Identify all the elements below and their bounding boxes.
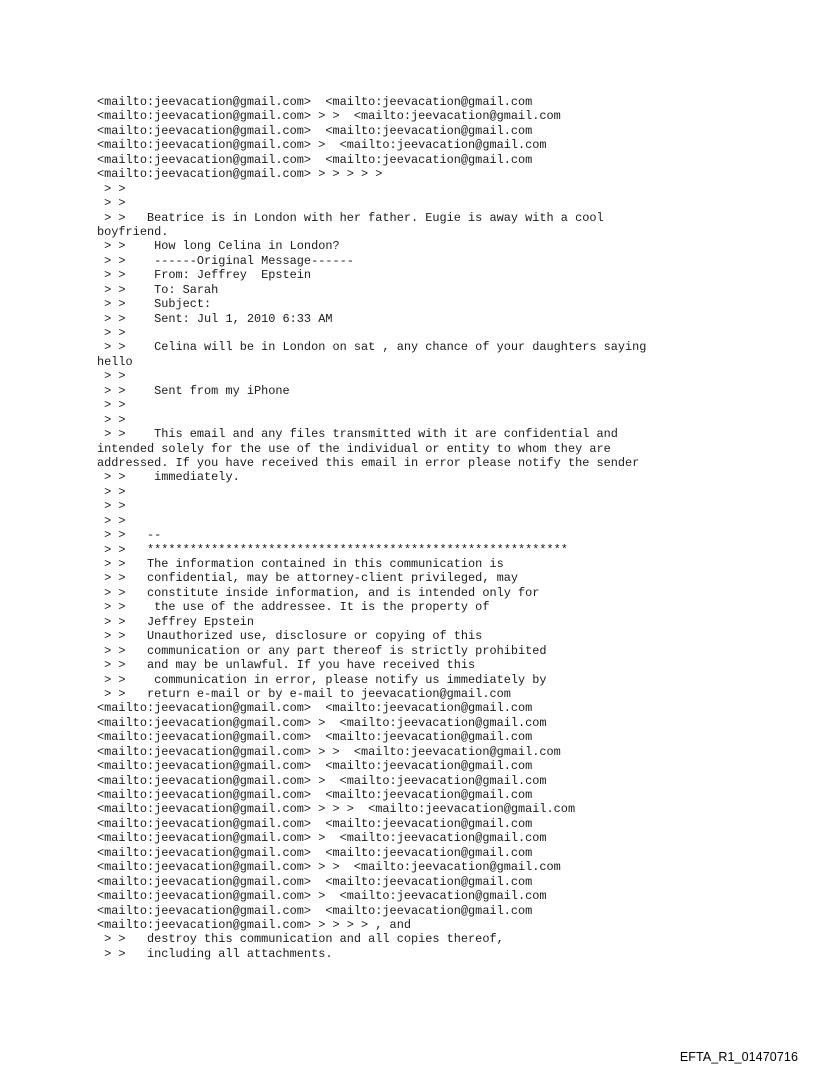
email-line: > > including all attachments.	[97, 946, 333, 961]
email-line: > >	[97, 181, 126, 196]
email-line: > > How long Celina in London?	[97, 239, 340, 254]
document-id-stamp: EFTA_R1_01470716	[679, 1050, 798, 1064]
email-line: > > return e-mail or by e-mail to jeevacation@gmail.com	[97, 686, 511, 701]
email-line: > > Celina will be in London on sat , any chance of your daughters saying	[97, 340, 647, 355]
email-line: <mailto:jeevacation@gmail.com> > <mailto:jeevacation@gmail.com	[97, 715, 547, 730]
email-line: intended solely for the use of the individual or entity to whom they are	[97, 441, 611, 456]
email-line: > > --	[97, 528, 162, 543]
email-line: > > Sent from my iPhone	[97, 383, 290, 398]
email-line: > > and may be unlawful. If you have received this	[97, 658, 476, 673]
email-line: > >	[97, 326, 126, 340]
email-line: <mailto:jeevacation@gmail.com> <mailto:jeevacation@gmail.com	[97, 701, 533, 716]
email-line: > > To: Sarah	[97, 282, 219, 297]
email-line: <mailto:jeevacation@gmail.com> <mailto:jeevacation@gmail.com	[97, 152, 533, 167]
email-line: <mailto:jeevacation@gmail.com> > <mailto:jeevacation@gmail.com	[97, 138, 547, 153]
email-line: <mailto:jeevacation@gmail.com> <mailto:jeevacation@gmail.com	[97, 903, 533, 918]
email-line: > > ***********************************************************	[97, 542, 568, 557]
email-line: > > the use of the addressee. It is the property of	[97, 600, 490, 615]
email-line: > >	[97, 513, 126, 528]
email-line: <mailto:jeevacation@gmail.com> <mailto:jeevacation@gmail.com	[97, 95, 533, 109]
email-line: > > Beatrice is in London with her father. Eugie is away with a cool	[97, 210, 604, 225]
email-line: > >	[97, 484, 126, 499]
email-line: > > constitute inside information, and is intended only for	[97, 585, 540, 600]
email-line: > > ------Original Message------	[97, 253, 354, 268]
email-line: hello	[97, 354, 133, 369]
email-line: > >	[97, 369, 126, 384]
email-line: <mailto:jeevacation@gmail.com> > <mailto:jeevacation@gmail.com	[97, 889, 547, 904]
email-line: <mailto:jeevacation@gmail.com> <mailto:jeevacation@gmail.com	[97, 730, 533, 745]
email-line: <mailto:jeevacation@gmail.com> > > > <mailto:jeevacation@gmail.com	[97, 802, 576, 817]
email-line: > > Jeffrey Epstein	[97, 614, 254, 629]
email-line: <mailto:jeevacation@gmail.com> <mailto:jeevacation@gmail.com	[97, 874, 533, 889]
email-line: > > confidential, may be attorney-client privileged, may	[97, 571, 518, 586]
email-line: <mailto:jeevacation@gmail.com> > > > > , and	[97, 917, 411, 932]
email-line: > >	[97, 196, 126, 211]
email-line: > > destroy this communication and all copies thereof,	[97, 932, 504, 947]
email-line: <mailto:jeevacation@gmail.com> > > <mailto:jeevacation@gmail.com	[97, 860, 561, 875]
email-line: <mailto:jeevacation@gmail.com> <mailto:jeevacation@gmail.com	[97, 816, 533, 831]
email-line: > > Sent: Jul 1, 2010 6:33 AM	[97, 311, 333, 326]
email-line: > > From: Jeffrey Epstein	[97, 268, 312, 283]
email-line: > > Unauthorized use, disclosure or copying of this	[97, 629, 483, 644]
email-body	[97, 95, 797, 961]
email-line: > > immediately.	[97, 470, 240, 485]
email-line: <mailto:jeevacation@gmail.com> <mailto:jeevacation@gmail.com	[97, 759, 533, 774]
email-line: <mailto:jeevacation@gmail.com> <mailto:jeevacation@gmail.com	[97, 845, 533, 860]
email-line: > > The information contained in this communication is	[97, 557, 504, 571]
email-line: <mailto:jeevacation@gmail.com> > > <mailto:jeevacation@gmail.com	[97, 109, 561, 124]
email-line: addressed. If you have received this email in error please notify the sender	[97, 455, 640, 470]
email-line: > >	[97, 412, 126, 427]
email-line: boyfriend.	[97, 224, 169, 239]
email-line: > > Subject:	[97, 297, 212, 312]
email-line: > >	[97, 499, 126, 514]
email-line: <mailto:jeevacation@gmail.com> > > > > >	[97, 167, 383, 182]
email-line: <mailto:jeevacation@gmail.com> > <mailto:jeevacation@gmail.com	[97, 831, 547, 846]
email-line: <mailto:jeevacation@gmail.com> > > <mailto:jeevacation@gmail.com	[97, 744, 561, 759]
email-line: <mailto:jeevacation@gmail.com> > <mailto:jeevacation@gmail.com	[97, 773, 547, 788]
email-line: <mailto:jeevacation@gmail.com> <mailto:jeevacation@gmail.com	[97, 123, 533, 138]
email-line: > >	[97, 398, 126, 413]
email-line: > > communication or any part thereof is strictly prohibited	[97, 643, 547, 658]
email-line: > > communication in error, please notify us immediately by	[97, 672, 547, 687]
email-line: > > This email and any files transmitted with it are confidential and	[97, 427, 618, 442]
email-line: <mailto:jeevacation@gmail.com> <mailto:jeevacation@gmail.com	[97, 788, 533, 802]
